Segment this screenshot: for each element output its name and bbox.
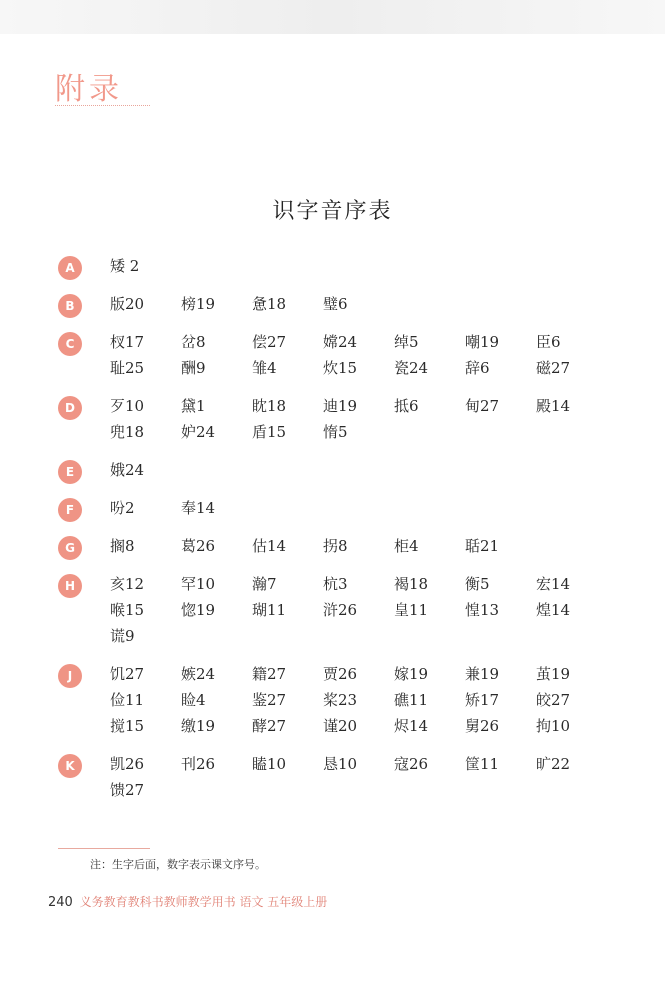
character-entry: 绰5: [394, 333, 419, 351]
character-entry: 瀚7: [252, 575, 277, 593]
character-entry: 浒26: [323, 601, 358, 619]
index-groups: [58, 253, 618, 815]
character-entry: 臣6: [536, 333, 561, 351]
letter-badge: C: [58, 332, 82, 356]
character-entry: 谨20: [323, 717, 358, 735]
character-entry: 茧19: [536, 665, 571, 683]
character-entry: 惫18: [252, 295, 287, 313]
letter-badge: D: [58, 396, 82, 420]
top-edge-shade: [0, 0, 665, 34]
character-entry: 黛1: [181, 397, 206, 415]
character-entry: 俭11: [110, 691, 145, 709]
character-grid: [110, 253, 618, 279]
character-entry: 甸27: [465, 397, 500, 415]
character-entry: 饥27: [110, 665, 145, 683]
character-entry: 酬9: [181, 359, 206, 377]
character-entry: 桨23: [323, 691, 358, 709]
letter-badge: E: [58, 460, 82, 484]
character-entry: 凯26: [110, 755, 145, 773]
character-entry: 惚19: [181, 601, 216, 619]
character-entry: 亥12: [110, 575, 145, 593]
character-entry: 喉15: [110, 601, 145, 619]
character-entry: 皎27: [536, 691, 571, 709]
character-entry: 寇26: [394, 755, 429, 773]
character-entry: 偿27: [252, 333, 287, 351]
character-entry: 礁11: [394, 691, 429, 709]
character-entry: 奉14: [181, 499, 216, 517]
character-entry: 馈27: [110, 781, 145, 799]
letter-group-a: [58, 253, 618, 279]
character-entry: 估14: [252, 537, 287, 555]
character-entry: 妒24: [181, 423, 216, 441]
character-entry: 瑚11: [252, 601, 287, 619]
character-entry: 睑4: [181, 691, 206, 709]
book-info: 义务教育教科书教师教学用书 语文 五年级上册: [79, 895, 328, 909]
letter-group-c: [58, 329, 618, 381]
section-title-underline: [55, 105, 150, 106]
character-entry: 兼19: [465, 665, 500, 683]
table-title: 识字音序表: [272, 199, 393, 224]
character-entry: 贾26: [323, 665, 358, 683]
character-entry: 惰5: [323, 423, 348, 441]
character-entry: 瞌10: [252, 755, 287, 773]
character-grid: [110, 291, 618, 317]
letter-group-h: [58, 571, 618, 649]
letter-group-f: [58, 495, 618, 521]
letter-badge: K: [58, 754, 82, 778]
page-number: 240: [48, 895, 73, 910]
character-entry: 瓷24: [394, 359, 429, 377]
character-entry: 嘲19: [465, 333, 500, 351]
footnote: 注：生字后面，数字表示课文序号。: [90, 858, 266, 871]
character-entry: 辞6: [465, 359, 490, 377]
character-entry: 嫦24: [323, 333, 358, 351]
character-entry: 籍27: [252, 665, 287, 683]
character-grid: [110, 457, 618, 483]
character-entry: 恳10: [323, 755, 358, 773]
character-entry: 拐8: [323, 537, 348, 555]
letter-group-d: [58, 393, 618, 445]
character-entry: 嫁19: [394, 665, 429, 683]
character-entry: 褐18: [394, 575, 429, 593]
letter-group-g: [58, 533, 618, 559]
character-entry: 兜18: [110, 423, 145, 441]
character-entry: 抵6: [394, 397, 419, 415]
character-entry: 嫉24: [181, 665, 216, 683]
character-entry: 矫17: [465, 691, 500, 709]
page-footer: [48, 893, 327, 910]
character-entry: 搁8: [110, 537, 135, 555]
character-grid: [110, 533, 618, 559]
letter-badge: B: [58, 294, 82, 318]
character-entry: 宏14: [536, 575, 571, 593]
character-entry: 榜19: [181, 295, 216, 313]
letter-group-e: [58, 457, 618, 483]
letter-group-b: [58, 291, 618, 317]
character-entry: 酵27: [252, 717, 287, 735]
character-entry: 岔8: [181, 333, 206, 351]
character-entry: 柜4: [394, 537, 419, 555]
section-title: 附录: [55, 72, 123, 107]
character-entry: 筐11: [465, 755, 500, 773]
character-grid: [110, 661, 618, 739]
character-entry: 歹10: [110, 397, 145, 415]
character-entry: 舅26: [465, 717, 500, 735]
character-entry: 皇11: [394, 601, 429, 619]
character-grid: [110, 329, 618, 381]
character-entry: 璧6: [323, 295, 348, 313]
character-entry: 煌14: [536, 601, 571, 619]
character-entry: 鉴27: [252, 691, 287, 709]
character-entry: 迪19: [323, 397, 358, 415]
footnote-rule: [58, 848, 150, 849]
character-entry: 衡5: [465, 575, 490, 593]
character-entry: 缴19: [181, 717, 216, 735]
letter-badge: G: [58, 536, 82, 560]
character-entry: 雏4: [252, 359, 277, 377]
character-entry: 刊26: [181, 755, 216, 773]
character-entry: 娥24: [110, 461, 145, 479]
character-entry: 殿14: [536, 397, 571, 415]
character-grid: [110, 495, 618, 521]
character-grid: [110, 751, 618, 803]
character-entry: 旷22: [536, 755, 571, 773]
letter-group-k: [58, 751, 618, 803]
character-entry: 磁27: [536, 359, 571, 377]
character-entry: 杈17: [110, 333, 145, 351]
character-entry: 拘10: [536, 717, 571, 735]
character-entry: 惶13: [465, 601, 500, 619]
character-entry: 搅15: [110, 717, 145, 735]
character-entry: 烬14: [394, 717, 429, 735]
character-grid: [110, 571, 618, 649]
character-entry: 谎9: [110, 627, 135, 645]
letter-group-j: [58, 661, 618, 739]
character-entry: 罕10: [181, 575, 216, 593]
character-entry: 版20: [110, 295, 145, 313]
character-entry: 矮 2: [110, 257, 140, 275]
character-entry: 眈18: [252, 397, 287, 415]
character-entry: 盾15: [252, 423, 287, 441]
character-entry: 杭3: [323, 575, 348, 593]
character-grid: [110, 393, 618, 445]
character-entry: 葛26: [181, 537, 216, 555]
character-entry: 炊15: [323, 359, 358, 377]
letter-badge: J: [58, 664, 82, 688]
character-entry: 吩2: [110, 499, 135, 517]
letter-badge: A: [58, 256, 82, 280]
character-entry: 聒21: [465, 537, 500, 555]
character-entry: 耻25: [110, 359, 145, 377]
letter-badge: H: [58, 574, 82, 598]
letter-badge: F: [58, 498, 82, 522]
